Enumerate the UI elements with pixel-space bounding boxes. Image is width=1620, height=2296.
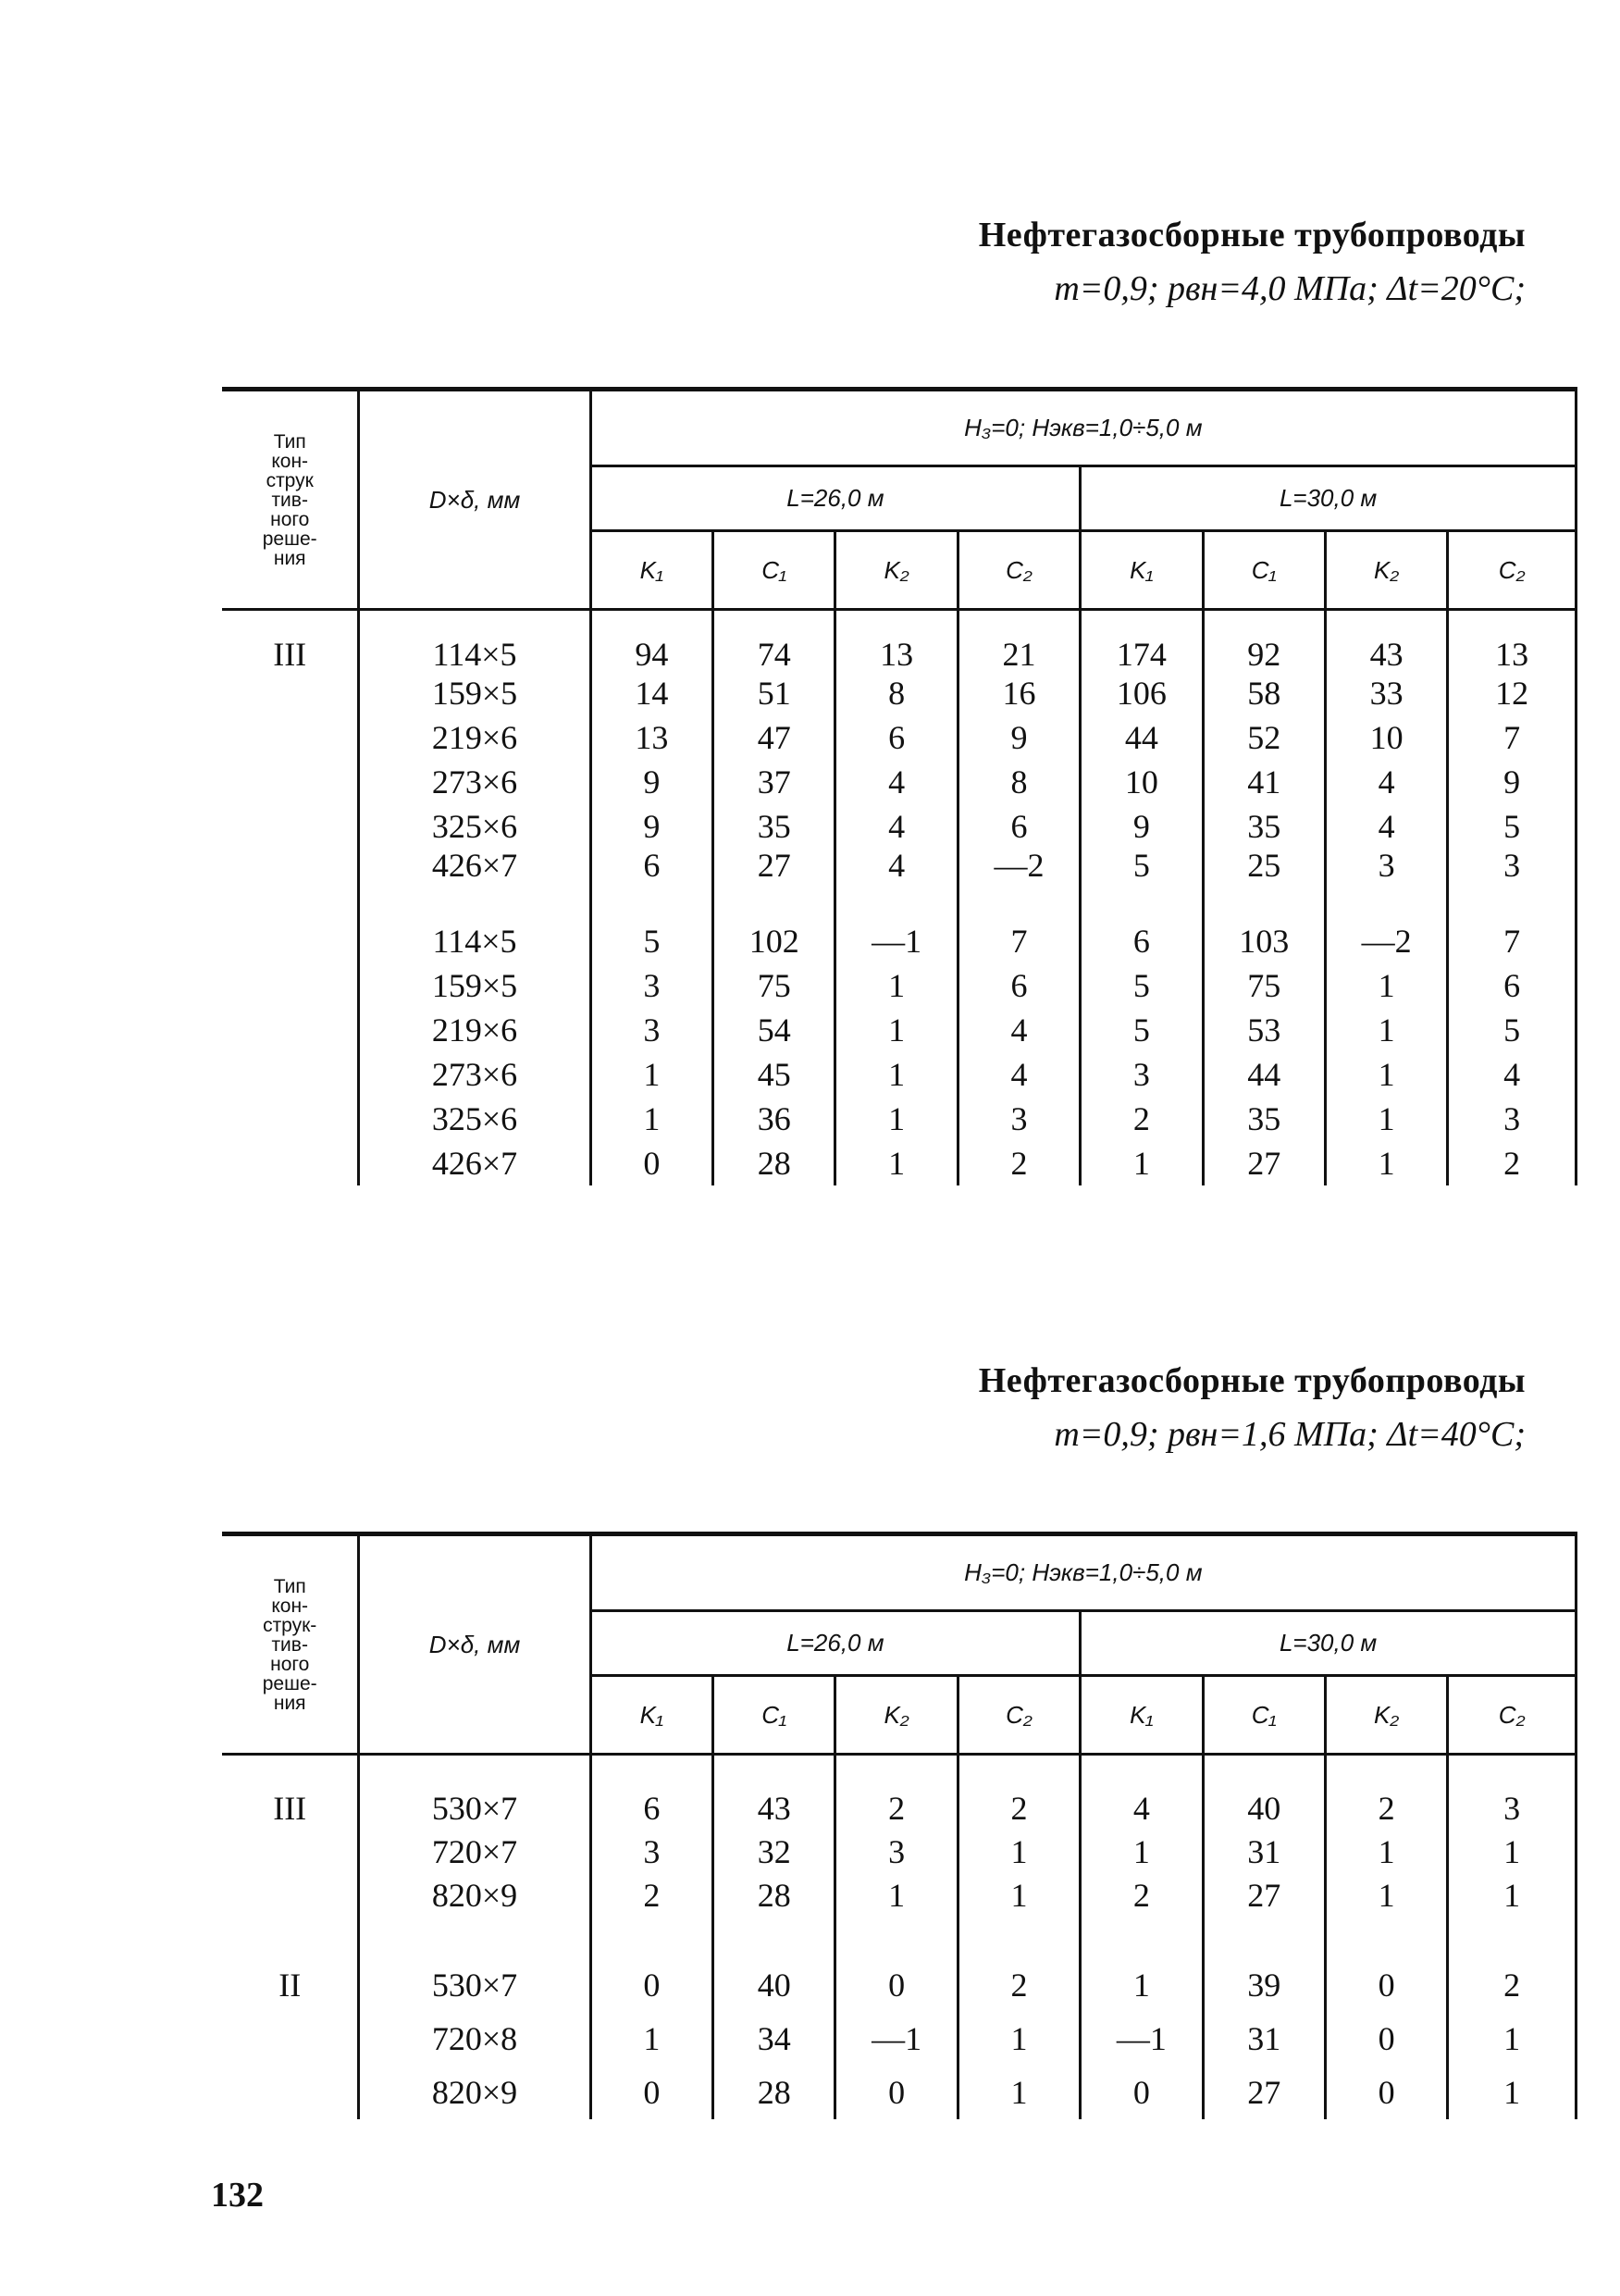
value-cell: 1 (1325, 1141, 1447, 1185)
diameter-cell: 530×7 (359, 1755, 590, 1825)
value-cell: 28 (713, 1141, 835, 1185)
value-cell: 3 (1325, 849, 1447, 919)
value-cell: 3 (958, 1097, 1080, 1141)
value-cell: 13 (835, 610, 958, 671)
value-cell: 8 (958, 760, 1080, 804)
value-cell: 1 (1325, 1825, 1447, 1879)
value-cell: 58 (1203, 671, 1325, 715)
value-cell: 14 (590, 671, 712, 715)
table-row (222, 2066, 1577, 2119)
value-cell: 25 (1203, 849, 1325, 919)
value-cell: 106 (1081, 671, 1203, 715)
value-cell: 45 (713, 1052, 835, 1097)
diameter-cell: 426×7 (359, 1141, 590, 1185)
value-cell: 37 (713, 760, 835, 804)
length-header-2: L=30,0 м (1081, 466, 1577, 531)
table-1-body (222, 610, 1577, 1185)
col-header-k2: K₂ (1325, 531, 1447, 610)
diameter-cell: 325×6 (359, 804, 590, 849)
diameter-cell: 219×6 (359, 1008, 590, 1052)
value-cell: 2 (590, 1879, 712, 1958)
value-cell: 174 (1081, 610, 1203, 671)
table-2-header (222, 1534, 1577, 1755)
diameter-cell: 820×9 (359, 2066, 590, 2119)
value-cell: 6 (835, 715, 958, 760)
value-cell: 1 (1325, 1008, 1447, 1052)
value-cell: 0 (1081, 2066, 1203, 2119)
diameter-column-header: D×δ, мм (359, 390, 590, 610)
type-cell (222, 760, 359, 804)
table-2-params: m=0,9; pвн=1,6 МПа; Δt=40°C; (1054, 1415, 1526, 1454)
value-cell: 1 (1448, 2012, 1577, 2066)
col-header-k2: K₂ (1325, 1676, 1447, 1755)
value-cell: 4 (1448, 1052, 1577, 1097)
type-cell (222, 919, 359, 963)
type-cell (222, 671, 359, 715)
table-row (222, 2012, 1577, 2066)
type-column-header: Тип кон- струк тив- ного реше- ния (222, 390, 359, 610)
value-cell: 1 (590, 1097, 712, 1141)
value-cell: 2 (1448, 1141, 1577, 1185)
value-cell: 31 (1203, 1825, 1325, 1879)
value-cell: 33 (1325, 671, 1447, 715)
value-cell: 3 (835, 1825, 958, 1879)
data-table-1 (222, 387, 1577, 1185)
value-cell: 2 (958, 1755, 1080, 1825)
value-cell: 1 (1325, 963, 1447, 1008)
table-2-body (222, 1755, 1577, 2119)
value-cell: 27 (1203, 1141, 1325, 1185)
value-cell: 102 (713, 919, 835, 963)
diameter-cell: 159×5 (359, 671, 590, 715)
value-cell: 9 (958, 715, 1080, 760)
value-cell: 39 (1203, 1958, 1325, 2012)
value-cell: 44 (1081, 715, 1203, 760)
table-2-title: Нефтегазосборные трубопроводы (978, 1361, 1526, 1400)
value-cell: 1 (1448, 1825, 1577, 1879)
type-cell (222, 1879, 359, 1958)
type-cell (222, 804, 359, 849)
value-cell: 21 (958, 610, 1080, 671)
value-cell: 4 (1081, 1755, 1203, 1825)
value-cell: 1 (1448, 2066, 1577, 2119)
value-cell: 16 (958, 671, 1080, 715)
value-cell: 13 (590, 715, 712, 760)
value-cell: 1 (1081, 1958, 1203, 2012)
value-cell: 35 (713, 804, 835, 849)
diameter-cell: 426×7 (359, 849, 590, 919)
value-cell: 0 (1325, 2066, 1447, 2119)
value-cell: 40 (1203, 1755, 1325, 1825)
value-cell: 1 (1325, 1097, 1447, 1141)
group-header: Н₃=0; Нэкв=1,0÷5,0 м (590, 390, 1576, 466)
value-cell: 9 (1081, 804, 1203, 849)
value-cell: 0 (835, 2066, 958, 2119)
value-cell: 2 (1325, 1755, 1447, 1825)
col-header-k1: K₁ (590, 1676, 712, 1755)
table-row (222, 919, 1577, 963)
table-row (222, 1141, 1577, 1185)
col-header-c1: C₁ (713, 531, 835, 610)
value-cell: 13 (1448, 610, 1577, 671)
value-cell: 6 (958, 963, 1080, 1008)
value-cell: 1 (835, 963, 958, 1008)
value-cell: 8 (835, 671, 958, 715)
table-row (222, 1008, 1577, 1052)
col-header-k1: K₁ (1081, 1676, 1203, 1755)
table-row (222, 1879, 1577, 1958)
value-cell: 7 (958, 919, 1080, 963)
type-cell (222, 1825, 359, 1879)
col-header-k2: K₂ (835, 1676, 958, 1755)
diameter-cell: 720×7 (359, 1825, 590, 1879)
value-cell: 35 (1203, 1097, 1325, 1141)
length-header-2: L=30,0 м (1081, 1611, 1577, 1676)
value-cell: —1 (1081, 2012, 1203, 2066)
value-cell: 3 (1448, 849, 1577, 919)
table-row (222, 804, 1577, 849)
value-cell: 3 (1081, 1052, 1203, 1097)
col-header-c1: C₁ (1203, 1676, 1325, 1755)
diameter-cell: 273×6 (359, 760, 590, 804)
table-row (222, 963, 1577, 1008)
value-cell: 75 (713, 963, 835, 1008)
type-cell: III (273, 635, 307, 673)
value-cell: 1 (835, 1052, 958, 1097)
value-cell: 3 (1448, 1097, 1577, 1141)
diameter-cell: 325×6 (359, 1097, 590, 1141)
diameter-cell: 114×5 (359, 919, 590, 963)
value-cell: 10 (1081, 760, 1203, 804)
value-cell: 9 (590, 804, 712, 849)
table-row (222, 1052, 1577, 1097)
col-header-c2: C₂ (958, 531, 1080, 610)
table-row (222, 1825, 1577, 1879)
value-cell: 1 (958, 1879, 1080, 1958)
value-cell: 2 (958, 1958, 1080, 2012)
value-cell: 43 (713, 1755, 835, 1825)
type-cell: III (273, 1789, 307, 1827)
value-cell: 4 (958, 1008, 1080, 1052)
group-header: Н₃=0; Нэкв=1,0÷5,0 м (590, 1534, 1576, 1611)
value-cell: 1 (958, 2066, 1080, 2119)
value-cell: 1 (958, 2012, 1080, 2066)
value-cell: 1 (835, 1097, 958, 1141)
col-header-c2: C₂ (1448, 1676, 1577, 1755)
table-row (222, 760, 1577, 804)
col-header-c1: C₁ (713, 1676, 835, 1755)
table-row (222, 849, 1577, 919)
value-cell: 43 (1325, 610, 1447, 671)
value-cell: 32 (713, 1825, 835, 1879)
value-cell: 52 (1203, 715, 1325, 760)
value-cell: —1 (835, 919, 958, 963)
col-header-c2: C₂ (958, 1676, 1080, 1755)
value-cell: 44 (1203, 1052, 1325, 1097)
type-cell (222, 1141, 359, 1185)
value-cell: 94 (590, 610, 712, 671)
value-cell: 47 (713, 715, 835, 760)
length-header-1: L=26,0 м (590, 1611, 1081, 1676)
value-cell: 3 (590, 1008, 712, 1052)
table-row (222, 610, 1577, 671)
value-cell: 41 (1203, 760, 1325, 804)
value-cell: 0 (835, 1958, 958, 2012)
col-header-k2: K₂ (835, 531, 958, 610)
value-cell: 5 (590, 919, 712, 963)
diameter-cell: 530×7 (359, 1958, 590, 2012)
value-cell: 9 (1448, 760, 1577, 804)
col-header-k1: K₁ (1081, 531, 1203, 610)
value-cell: 92 (1203, 610, 1325, 671)
table-row (222, 671, 1577, 715)
length-header-1: L=26,0 м (590, 466, 1081, 531)
col-header-c2: C₂ (1448, 531, 1577, 610)
value-cell: 2 (958, 1141, 1080, 1185)
value-cell: 3 (590, 1825, 712, 1879)
value-cell: 28 (713, 1879, 835, 1958)
value-cell: 74 (713, 610, 835, 671)
value-cell: 5 (1448, 1008, 1577, 1052)
data-table-2 (222, 1532, 1577, 2119)
value-cell: 4 (835, 849, 958, 919)
value-cell: 0 (590, 1958, 712, 2012)
col-header-c1: C₁ (1203, 531, 1325, 610)
value-cell: 36 (713, 1097, 835, 1141)
value-cell: 0 (590, 1141, 712, 1185)
value-cell: 6 (958, 804, 1080, 849)
value-cell: 1 (958, 1825, 1080, 1879)
value-cell: 34 (713, 2012, 835, 2066)
table-1-header (222, 390, 1577, 610)
value-cell: —2 (958, 849, 1080, 919)
diameter-cell: 219×6 (359, 715, 590, 760)
value-cell: 27 (1203, 2066, 1325, 2119)
value-cell: 6 (1448, 963, 1577, 1008)
value-cell: 7 (1448, 919, 1577, 963)
value-cell: 0 (1325, 2012, 1447, 2066)
value-cell: 7 (1448, 715, 1577, 760)
type-column-header: Тип кон- струк- тив- ного реше- ния (222, 1534, 359, 1755)
value-cell: 54 (713, 1008, 835, 1052)
value-cell: 2 (1081, 1879, 1203, 1958)
value-cell: 1 (1448, 1879, 1577, 1958)
table-row (222, 1958, 1577, 2012)
value-cell: 3 (590, 963, 712, 1008)
value-cell: 5 (1081, 849, 1203, 919)
value-cell: 2 (1081, 1097, 1203, 1141)
value-cell: 6 (590, 1755, 712, 1825)
value-cell: 12 (1448, 671, 1577, 715)
value-cell: 2 (1448, 1958, 1577, 2012)
value-cell: 5 (1448, 804, 1577, 849)
type-cell (222, 1097, 359, 1141)
type-cell (222, 963, 359, 1008)
value-cell: 10 (1325, 715, 1447, 760)
value-cell: 6 (1081, 919, 1203, 963)
type-cell (222, 2066, 359, 2119)
value-cell: 103 (1203, 919, 1325, 963)
value-cell: 1 (1081, 1141, 1203, 1185)
value-cell: 4 (958, 1052, 1080, 1097)
value-cell: —1 (835, 2012, 958, 2066)
value-cell: 4 (1325, 804, 1447, 849)
value-cell: 3 (1448, 1755, 1577, 1825)
type-cell (222, 849, 359, 919)
value-cell: 1 (1325, 1879, 1447, 1958)
diameter-cell: 273×6 (359, 1052, 590, 1097)
value-cell: 0 (590, 2066, 712, 2119)
table-row (222, 715, 1577, 760)
value-cell: 35 (1203, 804, 1325, 849)
value-cell: 51 (713, 671, 835, 715)
value-cell: 1 (590, 2012, 712, 2066)
type-cell (222, 1008, 359, 1052)
type-cell: II (278, 1966, 302, 2004)
value-cell: 4 (835, 804, 958, 849)
value-cell: 6 (590, 849, 712, 919)
page-number: 132 (211, 2176, 264, 2215)
type-cell (222, 1052, 359, 1097)
diameter-column-header: D×δ, мм (359, 1534, 590, 1755)
value-cell: 27 (713, 849, 835, 919)
value-cell: 1 (835, 1141, 958, 1185)
value-cell: 28 (713, 2066, 835, 2119)
value-cell: 31 (1203, 2012, 1325, 2066)
type-cell (222, 2012, 359, 2066)
diameter-cell: 159×5 (359, 963, 590, 1008)
value-cell: 5 (1081, 1008, 1203, 1052)
value-cell: 4 (1325, 760, 1447, 804)
diameter-cell: 820×9 (359, 1879, 590, 1958)
value-cell: 1 (1081, 1825, 1203, 1879)
diameter-cell: 114×5 (359, 610, 590, 671)
value-cell: 1 (590, 1052, 712, 1097)
value-cell: 40 (713, 1958, 835, 2012)
value-cell: 1 (835, 1008, 958, 1052)
value-cell: 53 (1203, 1008, 1325, 1052)
value-cell: 1 (1325, 1052, 1447, 1097)
value-cell: 4 (835, 760, 958, 804)
diameter-cell: 720×8 (359, 2012, 590, 2066)
col-header-k1: K₁ (590, 531, 712, 610)
value-cell: 5 (1081, 963, 1203, 1008)
value-cell: —2 (1325, 919, 1447, 963)
value-cell: 1 (835, 1879, 958, 1958)
value-cell: 0 (1325, 1958, 1447, 2012)
value-cell: 75 (1203, 963, 1325, 1008)
value-cell: 2 (835, 1755, 958, 1825)
table-row (222, 1097, 1577, 1141)
value-cell: 27 (1203, 1879, 1325, 1958)
value-cell: 9 (590, 760, 712, 804)
table-1-params: m=0,9; pвн=4,0 МПа; Δt=20°C; (1054, 269, 1526, 308)
type-cell (222, 715, 359, 760)
table-1-title: Нефтегазосборные трубопроводы (978, 216, 1526, 254)
table-row (222, 1755, 1577, 1825)
